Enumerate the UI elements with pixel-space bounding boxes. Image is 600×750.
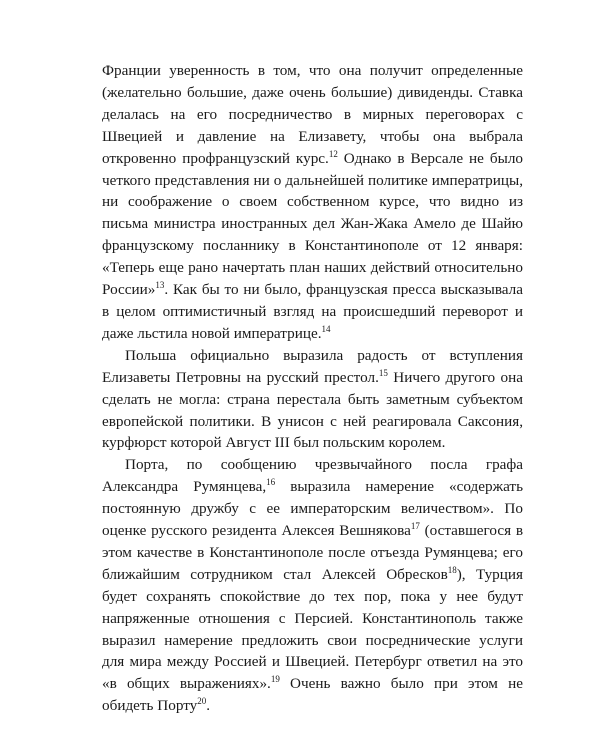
paragraph xyxy=(102,345,523,455)
footnote-ref: 17 xyxy=(410,521,420,532)
text-run: . xyxy=(206,697,211,715)
paragraph xyxy=(102,60,523,345)
footnote-ref: 16 xyxy=(266,477,276,488)
text-run: ), Турция будет сохранять спокойствие до тех пор, пока у нее будут напряженные отношения с Персией. Константинополь также выразил намерение предложить свои посреднические услуги для мира между Россией и Швецией. Петербург ответил на это «в общих выражениях». xyxy=(102,565,523,693)
footnote-ref: 18 xyxy=(447,564,457,575)
text-run: Польша официально выразила радость от вступления Елизаветы Петровны на русский престол. xyxy=(102,346,523,386)
text-run: Ничего другого она сделать не могла: страна перестала быть заметным субъектом европейской политики. В унисон с ней реагировала Саксония, курфюрст которой Август III был польским королем. xyxy=(102,368,523,452)
text-run: выразила намерение «содержать постоянную дружбу с ее императорским величеством». По оценке русского резидента Алексея Вешнякова xyxy=(102,478,523,540)
text-run: Однако в Версале не было четкого представления ни о дальнейшей политике императрицы, ни соображение о своем собственном курсе, что видно из письма министра иностранных дел Жан-Жака Амело де Шайю французскому посланнику в Константинополе от 12 января: «Теперь еще рано начертать план наших действий относительно России» xyxy=(102,149,523,299)
text-run: . Как бы то ни было, французская пресса высказывала в целом оптимистичный взгляд на происшедший переворот и даже льстила новой императрице. xyxy=(102,281,523,342)
footnote-ref: 20 xyxy=(197,696,207,707)
footnote-ref: 19 xyxy=(270,674,280,685)
text-run: Очень важно было при этом не обидеть Порту xyxy=(102,675,523,715)
paragraph xyxy=(102,454,523,717)
footnote-ref: 15 xyxy=(378,367,388,378)
footnote-ref: 13 xyxy=(155,280,165,291)
footnote-ref: 14 xyxy=(321,323,331,334)
footnote-ref: 12 xyxy=(328,148,338,159)
text-run: Порта, по сообщению чрезвычайного посла графа Александра Румянцева, xyxy=(102,456,523,496)
text-run: (оставшегося в этом качестве в Константинополе после отъезда Румянцева; его ближайшим сотрудником стал Алексей Обресков xyxy=(102,522,523,583)
text-run: Франции уверенность в том, что она получит определенные (желательно большие, даже очень большие) дивиденды. Ставка делалась на его посредничество в мирных переговорах с Швецией и давление на Елизавету, чтобы она выбрала откровенно профранцузский курс. xyxy=(102,62,523,167)
body-text xyxy=(102,60,523,717)
